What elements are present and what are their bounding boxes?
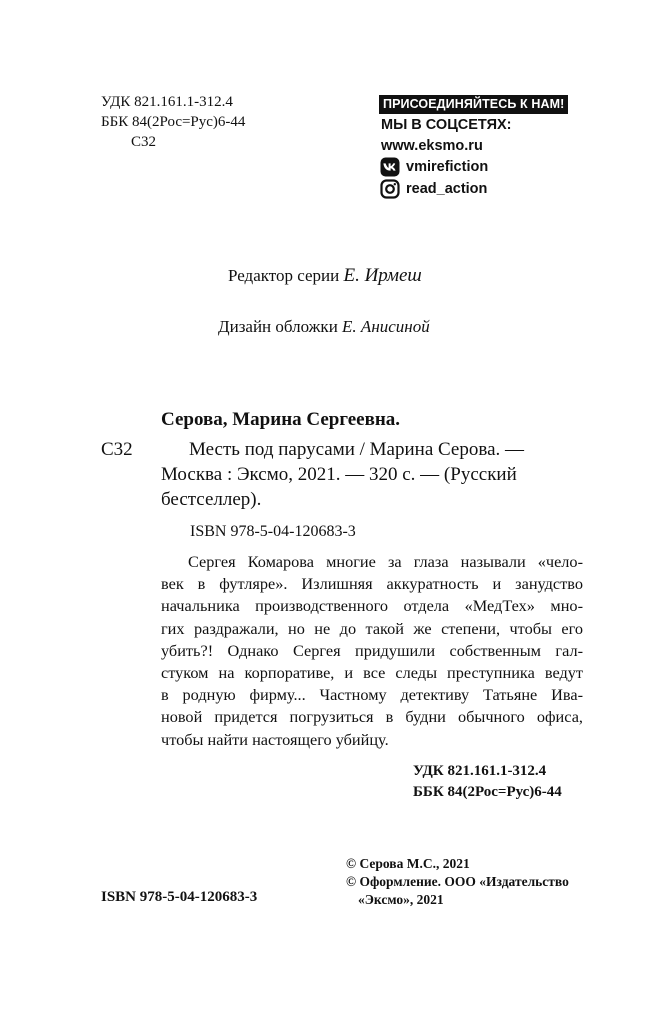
annotation-line: век в футляре». Излишняя аккуратность и занудство: [161, 574, 583, 594]
annotation-line: убить?! Однако Сергея придушили собственным гал-: [161, 640, 583, 660]
title-line-2: Москва : Эксмо, 2021. — 320 с. — (Русский: [161, 464, 517, 485]
vk-icon: [380, 157, 400, 177]
vk-link[interactable]: vmirefiction: [406, 159, 489, 175]
editor-credit: [228, 265, 422, 287]
editor-name: Е. Ирмеш: [343, 265, 422, 286]
design-name: Е. Анисиной: [342, 317, 430, 336]
bbk-bottom: ББК 84(2Рос=Рус)6-44: [413, 784, 562, 800]
annotation-line: начальника производственного отдела «МедТех» мно-: [161, 596, 583, 616]
title-line-3: бестселлер).: [161, 489, 262, 510]
annotation-line: новой придется погрузиться в будни обычного офиса,: [161, 707, 583, 727]
annotation-line: чтобы найти настоящего убийцу.: [161, 729, 389, 749]
title-line-1: Месть под парусами / Марина Серова. —: [189, 439, 524, 460]
editor-label: Редактор серии: [228, 266, 340, 285]
author-heading: Серова, Марина Сергеевна.: [161, 409, 401, 430]
site-link[interactable]: www.eksmo.ru: [381, 138, 483, 154]
author-code: С32: [101, 439, 133, 460]
bbk-top: ББК 84(2Рос=Рус)6-44: [101, 114, 246, 130]
annotation-line: Сергея Комарова многие за глаза называли «чело-: [188, 552, 583, 571]
copyright-publisher: «Эксмо», 2021: [358, 892, 444, 907]
annotation-line: гих раздражали, но не до такой же степени, чтобы его: [161, 618, 583, 638]
annotation-line: стуком на корпоративе, и все следы преступника ведут: [161, 663, 583, 683]
instagram-link[interactable]: read_action: [406, 181, 488, 197]
copyright-author: © Серова М.С., 2021: [346, 856, 470, 871]
isbn-middle: ISBN 978-5-04-120683-3: [190, 523, 356, 540]
udk-bottom: УДК 821.161.1-312.4: [413, 763, 547, 779]
design-credit: [218, 317, 430, 337]
copyright-design: © Оформление. ООО «Издательство: [346, 874, 569, 889]
udk-top: УДК 821.161.1-312.4: [101, 94, 233, 110]
annotation: [161, 551, 583, 751]
design-label: Дизайн обложки: [218, 317, 338, 336]
instagram-icon: [380, 179, 400, 199]
annotation-line: в родную фирму... Частному детективу Татьяне Ива-: [161, 685, 583, 705]
author-code-top: С32: [131, 134, 157, 150]
isbn-bottom: ISBN 978-5-04-120683-3: [101, 889, 258, 905]
social-heading: МЫ В СОЦСЕТЯХ:: [381, 117, 512, 133]
join-banner: ПРИСОЕДИНЯЙТЕСЬ К НАМ!: [379, 95, 568, 114]
